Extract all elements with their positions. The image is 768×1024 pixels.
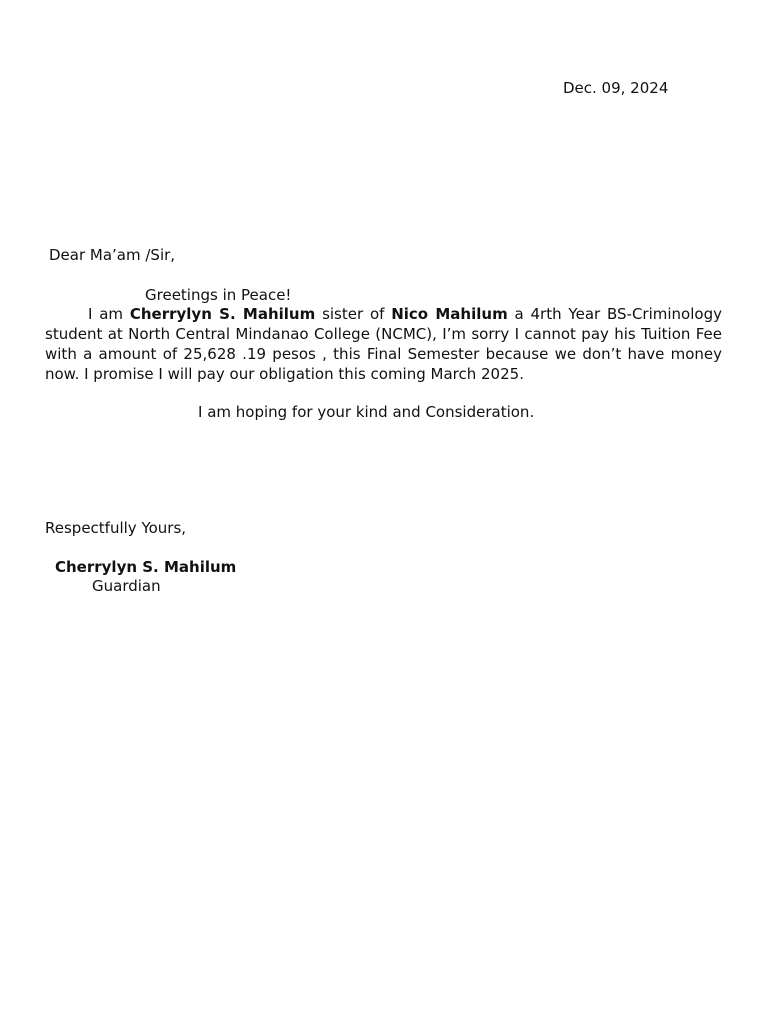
salutation: Dear Ma’am /Sir, [49,246,176,264]
hope-line: I am hoping for your kind and Consideration. [198,403,535,421]
body-lead: I am [88,305,124,323]
sender-name: Cherrylyn S. Mahilum [129,305,316,323]
student-name: Nico Mahilum [391,305,508,323]
body-rest: a 4rth Year BS-Criminology student at North Central Mindanao College (NCMC), I’m sorry I cannot pay his Tuition Fee with a amount of 25,628 .19 pesos , this Final Semester because we don’t have money now. I promise I will pay our obligation this coming March 2025. [45,305,722,383]
letter-date: Dec. 09, 2024 [563,79,669,97]
body-relation: sister of [322,305,385,323]
body-paragraph [45,304,722,384]
complimentary-close: Respectfully Yours, [45,519,187,537]
signer-name: Cherrylyn S. Mahilum [55,558,237,576]
signer-title: Guardian [92,577,161,595]
greeting: Greetings in Peace! [145,286,292,304]
